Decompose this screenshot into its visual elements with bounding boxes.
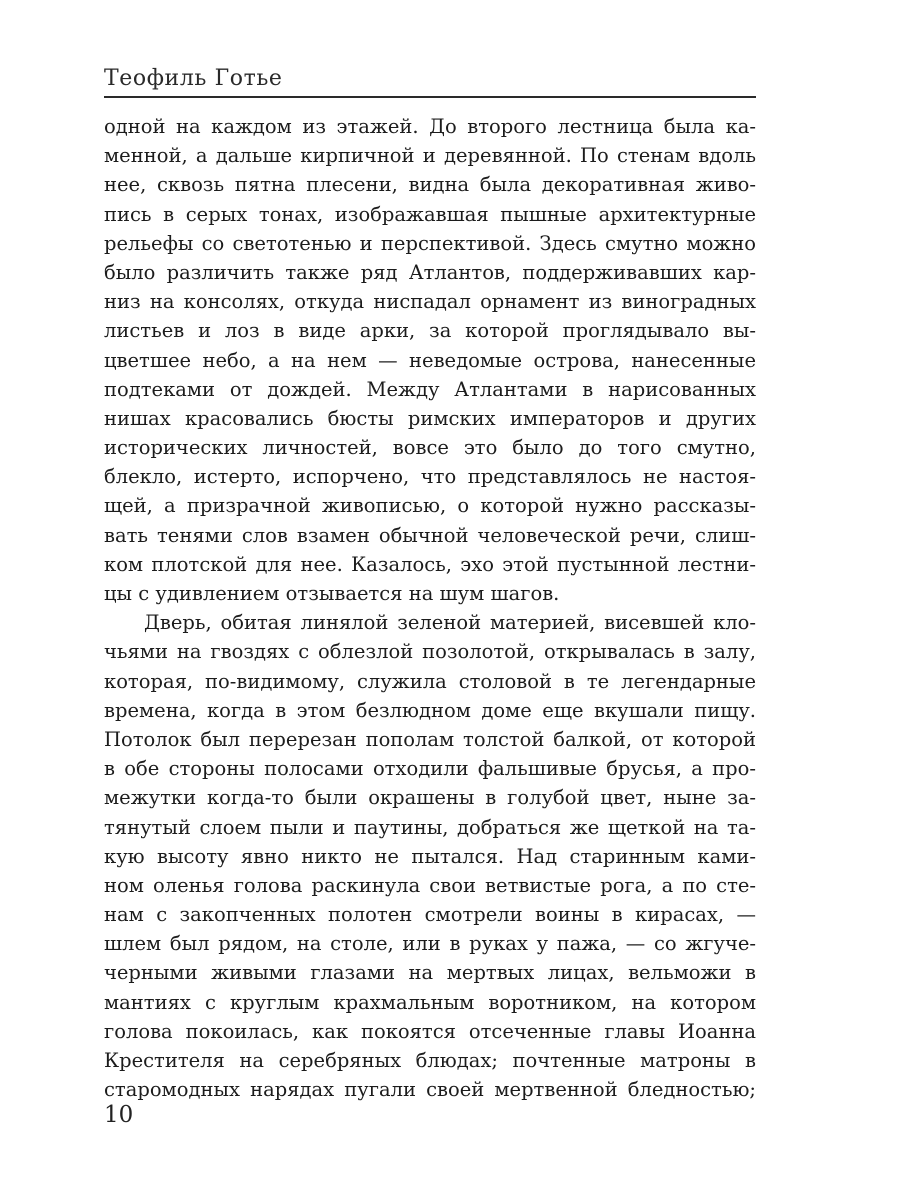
text-line: ном оленья голова раскинула свои ветвистые рога, а по сте- (104, 873, 756, 897)
text-line: цы с удивлением отзывается на шум шагов. (104, 582, 560, 605)
text-line: межутки когда-то были окрашены в голубой цвет, ныне за- (104, 786, 756, 810)
text-line: низ на консолях, откуда ниспадал орнамент из виноградных (104, 290, 756, 314)
text-line: нее, сквозь пятна плесени, видна была декоративная живо- (104, 173, 756, 197)
text-line: рельефы со светотенью и перспективой. Здесь смутно можно (104, 231, 756, 255)
header-rule (104, 96, 756, 98)
text-line: цветшее небо, а на нем — неведомые острова, нанесенные (104, 348, 756, 372)
text-line: тянутый слоем пыли и паутины, добраться же щеткой на та- (104, 815, 756, 839)
text-line: нам с закопченных полотен смотрели воины в кирасах, — (104, 903, 756, 927)
text-line: ком плотской для нее. Казалось, эхо этой пустынной лестни- (104, 552, 756, 576)
text-line: черными живыми глазами на мертвых лицах, вельможи в (104, 961, 756, 985)
text-line: чьями на гвоздях с облезлой позолотой, открывалась в залу, (104, 640, 756, 664)
text-line: было различить также ряд Атлантов, поддерживавших кар- (104, 260, 756, 284)
text-line: Крестителя на серебряных блюдах; почтенные матроны в (104, 1049, 756, 1072)
text-line: одной на каждом из этажей. До второго лестница была ка- (104, 115, 756, 138)
text-line: кую высоту явно никто не пытался. Над старинным ками- (104, 844, 756, 868)
text-line: щей, а призрачной живописью, о которой нужно рассказы- (104, 494, 756, 518)
text-line: Дверь, обитая линялой зеленой материей, висевшей кло- (144, 611, 756, 635)
text-line: пись в серых тонах, изображавшая пышные архитектурные (104, 202, 756, 226)
paragraph-2 (104, 608, 756, 1104)
text-line: подтеками от дождей. Между Атлантами в нарисованных (104, 377, 756, 401)
text-line: шлем был рядом, на столе, или в руках у пажа, — со жгуче- (104, 932, 756, 956)
body-text (104, 112, 756, 1104)
text-line: Потолок был перерезан пополам толстой балкой, от которой (104, 727, 756, 751)
text-line: нишах красовались бюсты римских императоров и других (104, 406, 756, 430)
text-line: исторических личностей, вовсе это было до того смутно, (104, 436, 756, 460)
page-number: 10 (104, 1102, 134, 1128)
text-line: голова покоилась, как покоятся отсеченные главы Иоанна (104, 1019, 756, 1043)
text-line: которая, по-видимому, служила столовой в те легендарные (104, 669, 756, 693)
text-line: листьев и лоз в виде арки, за которой проглядывало вы- (104, 319, 756, 343)
text-line: старомодных нарядах пугали своей мертвенной бледностью; (104, 1078, 756, 1102)
running-head-title: Теофиль Готье (104, 66, 283, 91)
text-line: времена, когда в этом безлюдном доме еще вкушали пищу. (104, 698, 756, 722)
text-line: вать тенями слов взамен обычной человеческой речи, слиш- (104, 523, 756, 547)
text-line: менной, а дальше кирпичной и деревянной. По стенам вдоль (104, 144, 756, 168)
text-line: блекло, истерто, испорчено, что представлялось не настоя- (104, 465, 756, 489)
text-line: мантиях с круглым крахмальным воротником, на котором (104, 990, 756, 1014)
text-line: в обе стороны полосами отходили фальшивые брусья, а про- (104, 757, 756, 781)
paragraph-1 (104, 112, 756, 608)
